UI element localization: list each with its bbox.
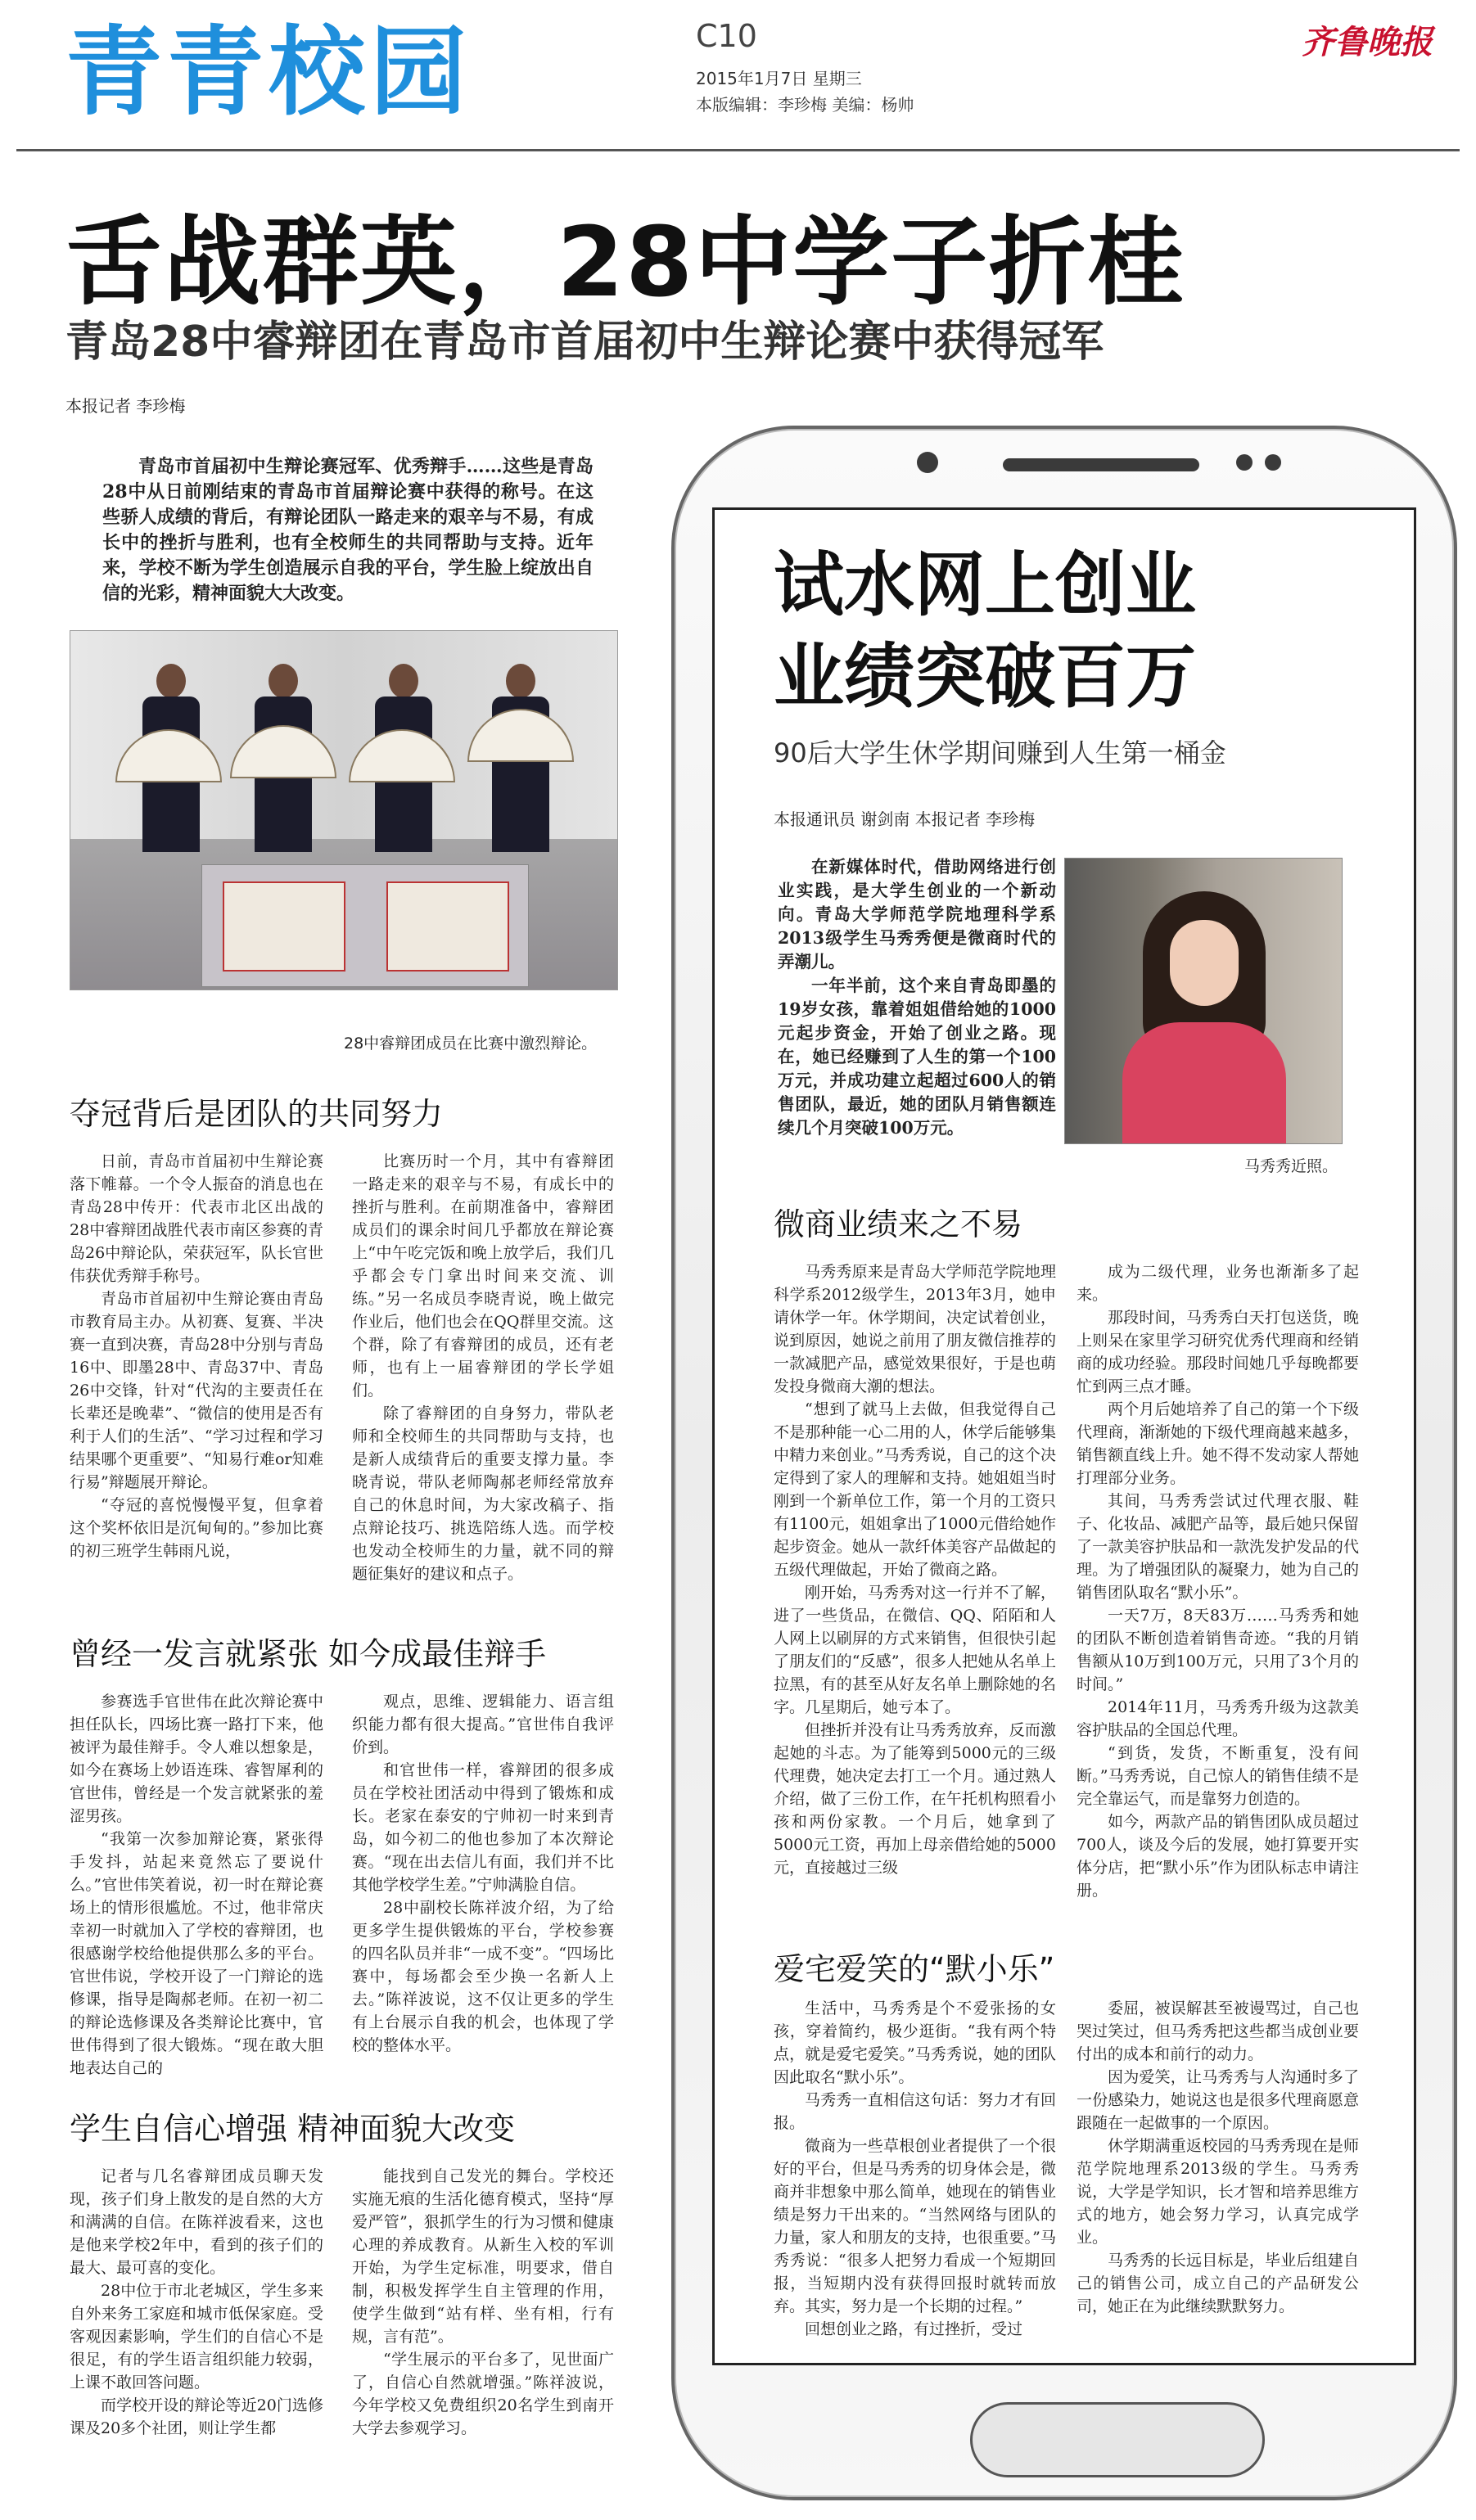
article2-headline (774, 544, 1196, 718)
article-paragraph: “学生展示的平台多了，见世面广了，自信心自然就增强。”陈祥波说，今年学校又免费组织20名学生到南开大学去参观学习。 (352, 2351, 614, 2437)
article1-byline: 本报记者 李珍梅 (65, 396, 186, 416)
article-paragraph: 青岛市首届初中生辩论赛由青岛市教育局主办。从初赛、复赛、半决赛一直到决赛，青岛28中分别与青岛16中、即墨28中、青岛37中、青岛26中交锋，针对“代沟的主要责任在长辈还是晚辈”、“微信的使用是否有利于人们的生活”、“学习过程和学习结果哪个更重要”、“知易行难or知难行易”辩题展开辩论。 (70, 1290, 323, 1491)
article-paragraph: 那段时间，马秀秀白天打包送货，晚上则呆在家里学习研究优秀代理商和经销商的成功经验。那段时间她几乎每晚都要忙到两三点才睡。 (1077, 1309, 1359, 1395)
phone-speaker (1003, 458, 1199, 471)
dateline (696, 65, 914, 118)
article1-photo-caption: 28中睿辩团成员在比赛中激烈辩论。 (344, 1035, 598, 1053)
debate-photo (70, 630, 618, 990)
article2-lead (778, 855, 1056, 1140)
article-paragraph: 刚开始，马秀秀对这一行并不了解，进了一些货品，在微信、QQ、陌陌和人人网上以刷屏的方式来销售，但很快引起了朋友们的“反感”，很多人把她从名单上拉黑，有的甚至从好友名单上删除她的名字。几星期后，她亏本了。 (774, 1584, 1056, 1716)
article-paragraph: 能找到自己发光的舞台。学校还实施无痕的生活化德育模式，坚持“厚爱严管”，狠抓学生的行为习惯和健康心理的养成教育。从新生入校的军训开始，为学生定标准，明要求，借自制，积极发挥学生自主管理的作用，使学生做到“站有样、坐有相，行有规，言有范”。 (352, 2167, 614, 2346)
article-paragraph: 一天7万，8天83万……马秀秀和她的团队不断创造着销售奇迹。“我的月销售额从10万到100万元，只用了3个月的时间。” (1077, 1607, 1359, 1693)
article-paragraph: 马秀秀的长远目标是，毕业后组建自己的销售公司，成立自己的产品研发公司，她正在为此继续默默努力。 (1077, 2252, 1359, 2315)
article-paragraph: 马秀秀一直相信这句话：努力才有回报。 (774, 2091, 1056, 2132)
article-paragraph: 在新媒体时代，借助网络进行创业实践，是大学生创业的一个新动向。青岛大学师范学院地理科学系2013级学生马秀秀便是微商时代的弄潮儿。 (778, 857, 1056, 971)
article-paragraph: 2014年11月，马秀秀升级为这款美容护肤品的全国总代理。 (1077, 1698, 1359, 1739)
article-paragraph: 休学期满重返校园的马秀秀现在是师范学院地理系2013级的学生。马秀秀说，大学是学知识，长才智和培养思维方式的地方，她会努力学习，认真完成学业。 (1077, 2137, 1359, 2247)
article-paragraph: 和官世伟一样，睿辩团的很多成员在学校社团活动中得到了锻炼和成长。老家在泰安的宁帅初一时来到青岛，如今初二的他也参加了本次辩论赛。“现在出去信儿有面，我们并不比其他学校学生差。”宁帅满脸自信。 (352, 1761, 614, 1894)
article-paragraph: 参赛选手官世伟在此次辩论赛中担任队长，四场比赛一路打下来，他被评为最佳辩手。令人难以想象是，如今在赛场上妙语连珠、睿智犀利的官世伟，曾经是一个发言就紧张的羞涩男孩。 (70, 1693, 323, 1825)
article-paragraph: 除了睿辩团的自身努力，带队老师和全校师生的共同帮助与支持，也是新人成绩背后的重要支撑力量。李晓青说，带队老师陶郝老师经常放弃自己的休息时间，为大家改稿子、指点辩论技巧、挑选陪练人选。而学校也发动全校师生的力量，就不同的辩题征集好的建议和点子。 (352, 1404, 614, 1583)
article-paragraph: 成为二级代理，业务也渐渐多了起来。 (1077, 1263, 1359, 1304)
portrait-face (1170, 920, 1239, 1006)
article-paragraph: 记者与几名睿辩团成员聊天发现，孩子们身上散发的是自然的大方和满满的自信。在陈祥波看来，这也是他来学校2年中，看到的孩子们的最大、最可喜的变化。 (70, 2167, 323, 2277)
article-paragraph: 两个月后她培养了自己的第一个下级代理商，渐渐她的下级代理商越来越多，销售额直线上升。她不得不发动家人帮她打理部分业务。 (1077, 1400, 1359, 1487)
article1-headline: 舌战群英，28中学子折桂 (65, 205, 1186, 318)
newspaper-logo: 齐鲁晚报 (1302, 23, 1433, 61)
article-paragraph: 如今，两款产品的销售团队成员超过700人，谈及今后的发展，她打算要开实体分店，把“默小乐”作为团队标志申请注册。 (1077, 1813, 1359, 1900)
article1-section1-col-right (352, 1150, 614, 1585)
article1-section3-col-right (352, 2165, 614, 2440)
article-paragraph: “夺冠的喜悦慢慢平复，但拿着这个奖杯依旧是沉甸甸的。”参加比赛的初三班学生韩雨凡说， (70, 1496, 323, 1560)
portrait-coat (1122, 1022, 1286, 1144)
article-paragraph: 日前，青岛市首届初中生辩论赛落下帷幕。一个令人振奋的消息也在青岛28中传开：代表市北区出战的28中睿辩团战胜代表市南区参赛的青岛26中辩论队，荣获冠军，队长官世伟获优秀辩手称号。 (70, 1152, 323, 1285)
masthead-rule (16, 149, 1460, 151)
article-paragraph: 28中副校长陈祥波介绍，为了给更多学生提供锻炼的平台，学校参赛的四名队员并非“一成不变”。“四场比赛中，每场都会至少换一名新人上去。”陈祥波说，这不仅让更多的学生有上台展示自我的机会，也体现了学校的整体水平。 (352, 1899, 614, 2054)
article-paragraph: 马秀秀原来是青岛大学师范学院地理科学系2012级学生，2013年3月，她申请休学一年。休学期间，决定试着创业，说到原因，她说之前用了朋友微信推荐的一款减肥产品，感觉效果很好，于是也萌发投身微商大潮的想法。 (774, 1263, 1056, 1395)
article-paragraph: 比赛历时一个月，其中有睿辩团一路走来的艰辛与不易，有成长中的挫折与胜利。在前期准备中，睿辩团成员们的课余时间几乎都放在辩论赛上“中午吃完饭和晚上放学后，我们几乎都会专门拿出时间来交流、训练。”另一名成员李晓青说，晚上做完作业后，他们也会在QQ群里交流。这个群，除了有睿辩团的成员，还有老师，也有上一届睿辩团的学长学姐们。 (352, 1152, 614, 1400)
article2-section2-col-left (774, 1997, 1056, 2341)
article-paragraph: 生活中，马秀秀是个不爱张扬的女孩，穿着简约，极少逛街。“我有两个特点，就是爱宅爱笑。”马秀秀说，她的团队因此取名“默小乐”。 (774, 1999, 1056, 2086)
article2-photo-caption: 马秀秀近照。 (1244, 1157, 1338, 1175)
article1-section1-col-left (70, 1150, 323, 1562)
issue-date: 2015年1月7日 星期三 (696, 69, 862, 88)
article1-lead: 青岛市首届初中生辩论赛冠军、优秀辩手……这些是青岛28中从日前刚结束的青岛市首届辩论赛中获得的称号。在这些骄人成绩的背后，有辩论团队一路走来的艰辛与不易，有成长中的挫折与胜利，也有全校师生的共同帮助与支持。近年来，学校不断为学生创造展示自我的平台，学生脸上绽放出自信的光彩，精神面貌大大改变。 (102, 456, 594, 604)
portrait-photo (1064, 858, 1343, 1144)
article-paragraph: 28中位于市北老城区，学生多来自外来务工家庭和城市低保家庭。受客观因素影响，学生们的自信心不是很足，有的学生语言组织能力较弱，上课不敢回答问题。 (70, 2282, 323, 2392)
article2-section1-title: 微商业绩来之不易 (774, 1206, 1023, 1242)
article-paragraph: “到货，发货，不断重复，没有间断。”马秀秀说，自己惊人的销售佳绩不是完全靠运气，而是靠努力创造的。 (1077, 1744, 1359, 1808)
article2-headline-line: 试水网上创业 (774, 544, 1196, 626)
article-paragraph: 但挫折并没有让马秀秀放弃，反而激起她的斗志。为了能筹到5000元的三级代理费，她决定去打工一个月。通过熟人介绍，做了三份工作，在午托机构照看小孩和两份家教。一个月后，她拿到了5000元工资，再加上母亲借给她的5000元，直接越过三级 (774, 1721, 1056, 1877)
article2-section2-col-right (1077, 1997, 1359, 2318)
article1-subheadline: 青岛28中睿辩团在青岛市首届初中生辩论赛中获得冠军 (65, 318, 1104, 367)
article1-section3-title: 学生自信心增强 精神面貌大改变 (70, 2111, 516, 2147)
article-paragraph: 一年半前，这个来自青岛即墨的19岁女孩，靠着姐姐借给她的1000元起步资金，开始了创业之路。现在，她已经赚到了人生的第一个100万元，并成功建立起超过600人的销售团队，最近，她的团队月销售额连续几个月突破100万元。 (778, 976, 1056, 1138)
article2-headline-line: 业绩突破百万 (774, 636, 1196, 718)
article1-section3-col-left (70, 2165, 323, 2440)
article-paragraph: 回想创业之路，有过挫折，受过 (805, 2320, 1023, 2338)
article-paragraph: 而学校开设的辩论等近20门选修课及20多个社团，则让学生都 (70, 2396, 323, 2437)
masthead (0, 0, 1476, 151)
podium-panel (223, 881, 345, 971)
phone-home-button (970, 2402, 1265, 2477)
phone-sensor (1265, 454, 1281, 471)
article2-section1-col-right (1077, 1260, 1359, 1902)
article-paragraph: 因为爱笑，让马秀秀与人沟通时多了一份感染力，她说这也是很多代理商愿意跟随在一起做事的一个原因。 (1077, 2068, 1359, 2132)
article-paragraph: 其间，马秀秀尝试过代理衣服、鞋子、化妆品、减肥产品等，最后她只保留了一款美容护肤品和一款洗发护发品的代理。为了增强团队的凝聚力，她为自己的销售团队取名“默小乐”。 (1077, 1492, 1359, 1602)
article2-subheadline: 90后大学生休学期间赚到人生第一桶金 (774, 737, 1226, 769)
article-paragraph: 委屈，被误解甚至被谩骂过，自己也哭过笑过，但马秀秀把这些都当成创业要付出的成本和前行的动力。 (1077, 1999, 1359, 2063)
article1-section2-title: 曾经一发言就紧张 如今成最佳辩手 (70, 1636, 547, 1672)
phone-camera (917, 452, 938, 473)
article2-section2-title: 爱宅爱笑的“默小乐” (774, 1951, 1055, 1987)
podium-panel (386, 881, 509, 971)
article-paragraph: “想到了就马上去做，但我觉得自己不是那种能一心二用的人，休学后能够集中精力来创业。”马秀秀说，自己的这个决定得到了家人的理解和支持。她姐姐当时刚到一个新单位工作，第一个月的工资只有1100元，姐姐拿出了1000元借给她作起步资金。她从一款纤体美容产品做起的五级代理做起，开始了微商之路。 (774, 1400, 1056, 1579)
article1-section1-title: 夺冠背后是团队的共同努力 (70, 1096, 444, 1132)
article2-section1-col-left (774, 1260, 1056, 1879)
phone-sensor (1236, 454, 1253, 471)
article1-section2-col-right (352, 1690, 614, 2057)
editors-credit: 本版编辑：李珍梅 美编：杨帅 (696, 95, 914, 115)
podium (201, 864, 529, 987)
section-brand: 青青校园 (65, 16, 472, 128)
article-paragraph: 微商为一些草根创业者提供了一个很好的平台，但是马秀秀的切身体会是，微商并非想象中那么简单，她现在的销售业绩是努力干出来的。“当然网络与团队的力量，家人和朋友的支持，也很重要。”马秀秀说：“很多人把努力看成一个短期回报，当短期内没有获得回报时就转而放弃。其实，努力是一个长期的过程。” (774, 2137, 1056, 2315)
article1-section2-col-left (70, 1690, 323, 2080)
article2-byline: 本报通讯员 谢剑南 本报记者 李珍梅 (774, 809, 1036, 829)
article-paragraph: 观点，思维、逻辑能力、语言组织能力都有很大提高。”官世伟自我评价到。 (352, 1693, 614, 1756)
article-paragraph: “我第一次参加辩论赛，紧张得手发抖，站起来竟然忘了要说什么。”官世伟笑着说，初一时在辩论赛场上的情形很尴尬。不过，他非常庆幸初一时就加入了学校的睿辩团，也很感谢学校给他提供那么多的平台。官世伟说，学校开设了一门辩论的选修课，指导是陶郝老师。在初一初二的辩论选修课及各类辩论比赛中，官世伟得到了很大锻炼。“现在敢大胆地表达自己的 (70, 1830, 323, 2077)
page-number: C10 (696, 18, 757, 54)
